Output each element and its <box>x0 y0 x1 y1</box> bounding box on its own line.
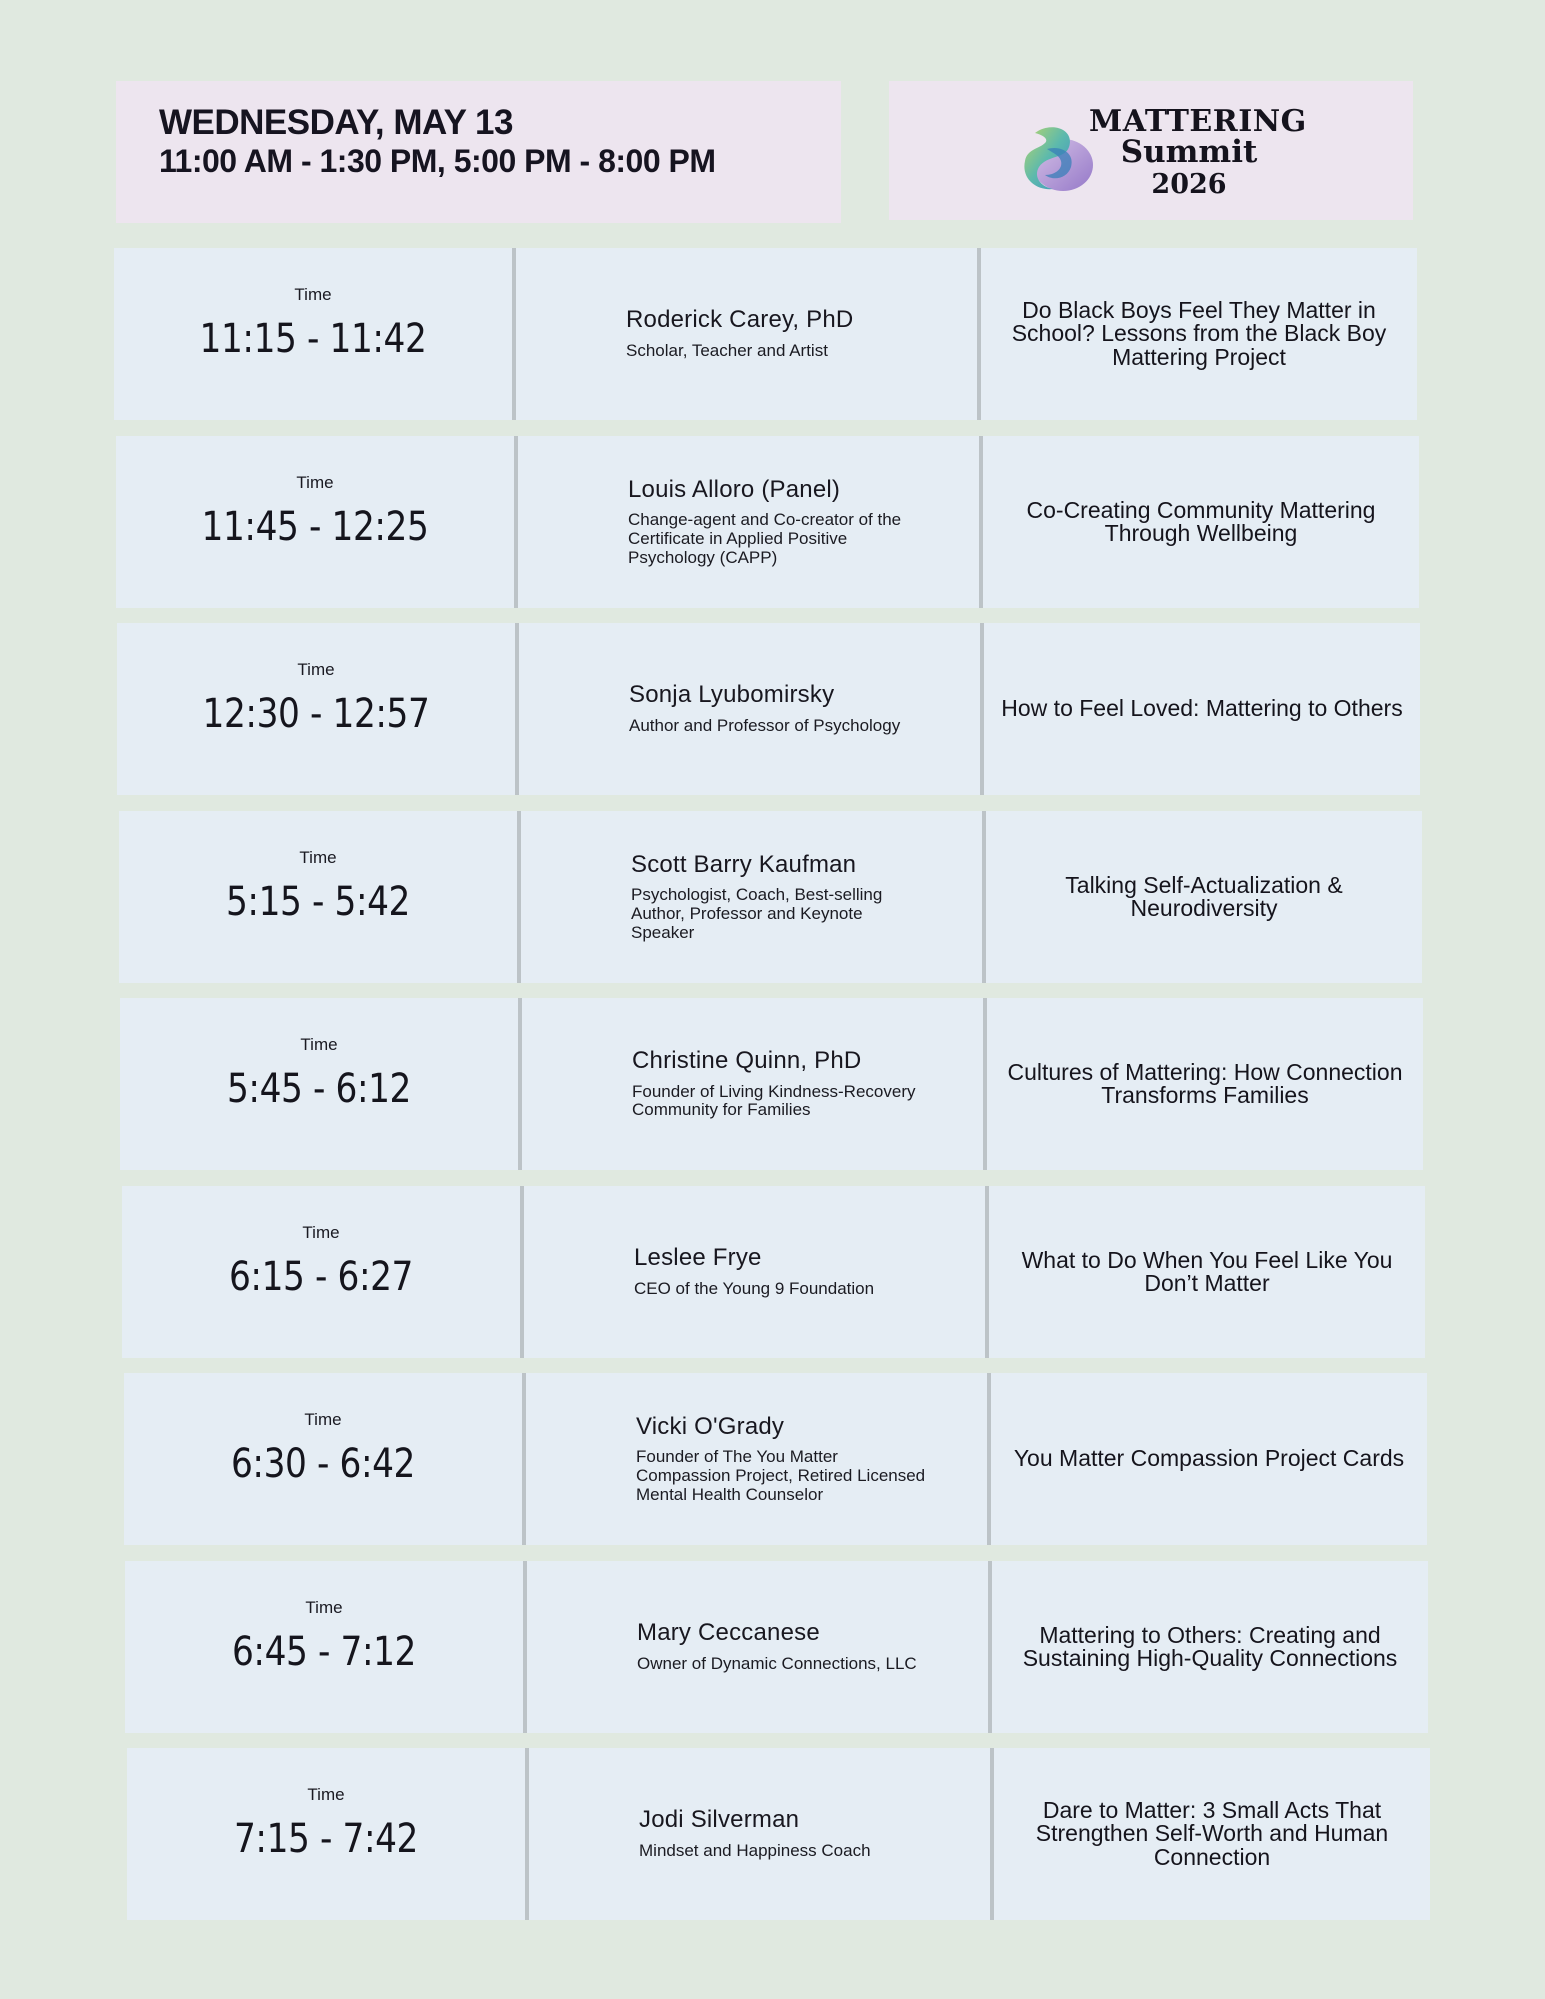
session-time: 11:45 - 12:25 <box>201 504 429 550</box>
speaker-role: Psychologist, Coach, Best-selling Author, Professor and Keynote Speaker <box>631 885 883 942</box>
session-row <box>114 248 1417 420</box>
speaker-role: Founder of Living Kindness-Recovery Community for Families <box>632 1081 916 1120</box>
session-topic: You Matter Compassion Project Cards <box>1013 1445 1405 1472</box>
session-row <box>122 1186 1425 1358</box>
speaker-cell <box>516 248 977 420</box>
session-topic: Mattering to Others: Creating and Sustaining High-Quality Connections <box>1022 1621 1398 1671</box>
time-label: Time <box>300 1035 338 1054</box>
session-row <box>124 1373 1427 1545</box>
session-row <box>125 1561 1428 1733</box>
session-time: 6:15 - 6:27 <box>228 1254 414 1300</box>
session-time: 7:15 - 7:42 <box>233 1816 419 1862</box>
speaker-role: Founder of The You Matter Compassion Project, Retired Licensed Mental Health Counselor <box>636 1447 926 1504</box>
summit-logo <box>889 81 1413 220</box>
speaker-name: Vicki O'Grady <box>636 1412 785 1440</box>
logo-title-line2: Summit <box>1120 134 1258 170</box>
session-topic: Dare to Matter: 3 Small Acts That Strengthen Self-Worth and Human Connection <box>1035 1796 1389 1870</box>
session-time: 5:45 - 6:12 <box>226 1066 412 1112</box>
time-cell <box>117 623 515 795</box>
date-header <box>116 81 841 223</box>
speaker-cell <box>527 1561 988 1733</box>
time-label: Time <box>296 473 334 492</box>
topic-cell <box>994 1748 1430 1920</box>
speaker-cell <box>518 436 979 608</box>
speaker-name: Sonja Lyubomirsky <box>629 681 835 709</box>
time-cell <box>125 1561 523 1733</box>
session-topic: What to Do When You Feel Like You Don’t Matter <box>1021 1246 1393 1296</box>
speaker-role: Change-agent and Co-creator of the Certificate in Applied Positive Psychology (CAPP) <box>628 510 902 567</box>
time-label: Time <box>304 1410 342 1429</box>
topic-cell <box>991 1373 1427 1545</box>
time-label: Time <box>294 285 332 304</box>
session-row <box>119 811 1422 983</box>
topic-cell <box>981 248 1417 420</box>
logo-title-line1: MATTERING <box>1089 104 1307 139</box>
speaker-name: Christine Quinn, PhD <box>632 1047 862 1075</box>
speaker-cell <box>521 811 982 983</box>
session-row <box>127 1748 1430 1920</box>
time-cell <box>122 1186 520 1358</box>
topic-cell <box>992 1561 1428 1733</box>
speaker-name: Scott Barry Kaufman <box>631 850 857 878</box>
time-cell <box>116 436 514 608</box>
speaker-role: Mindset and Happiness Coach <box>639 1840 871 1860</box>
speaker-cell <box>519 623 980 795</box>
topic-cell <box>989 1186 1425 1358</box>
time-label: Time <box>299 848 337 867</box>
speaker-cell <box>526 1373 987 1545</box>
time-cell <box>120 998 518 1170</box>
time-cell <box>114 248 512 420</box>
speaker-name: Louis Alloro (Panel) <box>628 475 841 503</box>
session-time: 11:15 - 11:42 <box>199 316 427 362</box>
speaker-name: Leslee Frye <box>634 1244 762 1272</box>
event-date: WEDNESDAY, MAY 13 <box>159 103 513 142</box>
session-time: 5:15 - 5:42 <box>225 879 411 925</box>
speaker-role: Owner of Dynamic Connections, LLC <box>637 1653 917 1673</box>
time-cell <box>119 811 517 983</box>
speaker-cell <box>529 1748 990 1920</box>
time-label: Time <box>297 660 335 679</box>
session-row <box>116 436 1419 608</box>
session-topic: How to Feel Loved: Mattering to Others <box>1001 695 1403 722</box>
logo-year: 2026 <box>1151 169 1227 200</box>
session-time: 6:30 - 6:42 <box>230 1441 416 1487</box>
event-times: 11:00 AM - 1:30 PM, 5:00 PM - 8:00 PM <box>159 143 716 179</box>
session-time: 12:30 - 12:57 <box>202 691 430 737</box>
time-label: Time <box>307 1785 345 1804</box>
session-topic: Cultures of Mattering: How Connection Transforms Families <box>1007 1058 1403 1108</box>
session-time: 6:45 - 7:12 <box>231 1629 417 1675</box>
speaker-name: Roderick Carey, PhD <box>626 306 854 334</box>
speaker-role: CEO of the Young 9 Foundation <box>634 1278 875 1298</box>
speaker-cell <box>524 1186 985 1358</box>
time-label: Time <box>302 1223 340 1242</box>
session-topic: Co-Creating Community Mattering Through Wellbeing <box>1026 496 1376 546</box>
time-label: Time <box>305 1598 343 1617</box>
session-topic: Do Black Boys Feel They Matter in School? Lessons from the Black Boy Mattering Project <box>1011 296 1387 370</box>
session-row <box>117 623 1420 795</box>
summit-logo-icon <box>1017 119 1097 195</box>
speaker-role: Author and Professor of Psychology <box>629 715 901 735</box>
topic-cell <box>986 811 1422 983</box>
speaker-name: Jodi Silverman <box>639 1806 800 1834</box>
time-cell <box>127 1748 525 1920</box>
topic-cell <box>987 998 1423 1170</box>
speaker-role: Scholar, Teacher and Artist <box>626 340 828 360</box>
topic-cell <box>983 436 1419 608</box>
topic-cell <box>984 623 1420 795</box>
speaker-cell <box>522 998 983 1170</box>
speaker-name: Mary Ceccanese <box>637 1619 820 1647</box>
time-cell <box>124 1373 522 1545</box>
session-topic: Talking Self-Actualization & Neurodiversity <box>1065 871 1343 921</box>
session-row <box>120 998 1423 1170</box>
